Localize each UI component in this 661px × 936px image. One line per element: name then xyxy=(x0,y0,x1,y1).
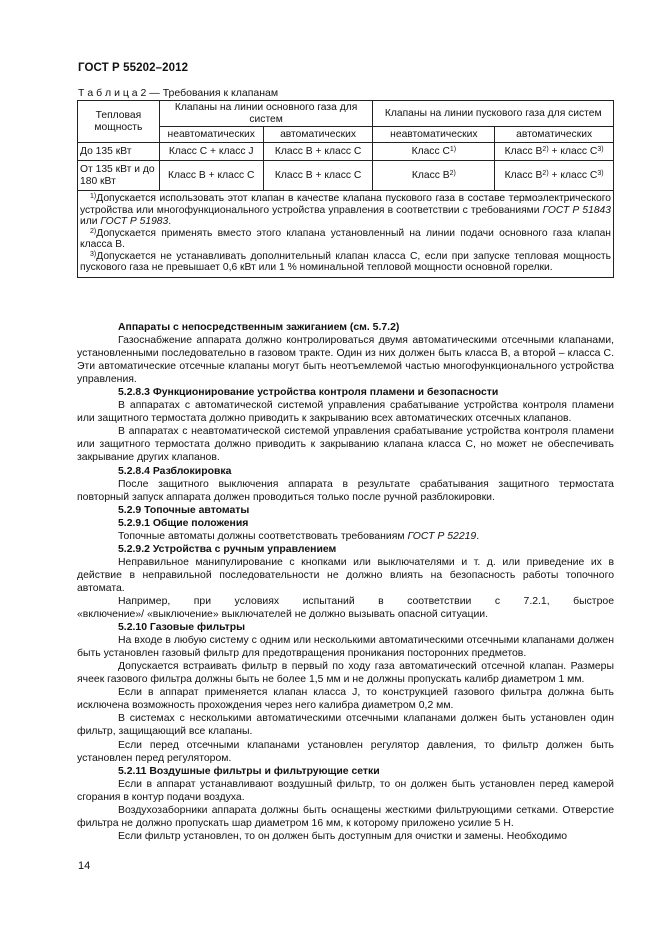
subheader-start-auto: автоматических xyxy=(495,127,614,143)
paragraph: Если фильтр установлен, то он должен быть доступным для очистки и замены. Необходимо xyxy=(118,830,568,842)
section-heading: 5.2.8.3 Функционирование устройства контроля пламени и безопасности xyxy=(118,387,499,399)
paragraph: В аппаратах с автоматической системой управления срабатывание устройства контроля пламени или защитного термостата должно приводить к закрыванию всех автоматических отсечных клапанов. xyxy=(77,400,614,425)
section-heading: 5.2.8.4 Разблокировка xyxy=(118,465,232,477)
section-heading: 5.2.9 Топочные автоматы xyxy=(118,504,250,516)
cell-main-nonauto: Класс C + класс J xyxy=(159,143,263,161)
table-caption: Т а б л и ц а 2 — Требования к клапанам xyxy=(78,87,279,99)
paragraph: Если в аппарат применяется клапан класса J, то конструкцией газового фильтра должна быть исключена возможность прохождения через него калибра диаметром 0,2 мм. xyxy=(77,687,614,712)
paragraph: В аппаратах с неавтоматической системой управления срабатывание устройства контроля пламени или защитного термостата должно приводить к закрыванию клапана класса C, но может не обеспечивать закрывание других клапанов. xyxy=(77,426,614,464)
paragraph: Если перед отсечными клапанами установлен регулятор давления, то фильтр должен быть установлен перед регулятором. xyxy=(77,739,614,764)
section-heading: 5.2.9.1 Общие положения xyxy=(118,517,249,529)
section-heading: 5.2.11 Воздушные фильтры и фильтрующие сетки xyxy=(118,765,380,777)
header-power: Тепловая мощность xyxy=(78,101,160,143)
section-heading: 5.2.9.2 Устройства с ручным управлением xyxy=(118,543,337,555)
table-notes-row xyxy=(78,191,614,278)
footnote-3: $^{3)}$Допускается не устанавливать дополнительный клапан класса C, если при запуске тепловая мощность пускового газа не превышает 0,6 кВт или 1 % номинальной тепловой мощности основной горелки. xyxy=(80,250,611,273)
footnote-1: $^{1)}$Допускается использовать этот клапан в качестве клапана пускового газа в составе термоэлектрического устройства или многофункционального устройства управления в соответствии с требованиями ГОСТ Р 51843 или ГОСТ Р 51983. xyxy=(80,193,611,227)
cell-power: От 135 кВт и до 180 кВт xyxy=(78,161,160,191)
paragraph: «включение»/ «выключение» выключателей не должно вызывать опасной ситуации. xyxy=(77,609,489,621)
header-main-gas: Клапаны на линии основного газа для систем xyxy=(159,101,373,127)
subheader-start-nonauto: неавтоматических xyxy=(373,127,495,143)
cell-main-auto: Класс B + класс C xyxy=(263,161,373,191)
page-number: 14 xyxy=(78,860,91,872)
valve-requirements-table xyxy=(77,100,614,278)
paragraph: Топочные автоматы должны соответствовать требованиям ГОСТ Р 52219. xyxy=(118,530,480,542)
footnote-2: $^{2)}$Допускается применять вместо этого клапана установленный на линии подачи основного газа клапан класса B. xyxy=(80,227,611,250)
paragraph: На входе в любую систему с одним или несколькими автоматическими отсечными клапанами должен быть установлен газовый фильтр для предотвращения проникания посторонних предметов. xyxy=(77,635,614,660)
paragraph: В системах с несколькими автоматическими отсечными клапанами должен быть установлен один фильтр, защищающий все клапаны. xyxy=(77,713,614,738)
paragraph: Например, при условиях испытаний в соответствии с 7.2.1, быстрое xyxy=(118,595,614,607)
document-header: ГОСТ Р 55202–2012 xyxy=(78,62,189,74)
paragraph: Допускается встраивать фильтр в первый по ходу газа автоматический отсечной клапан. Размеры ячеек газового фильтра должны быть не более 1,5 мм и не должны пропускать калибр диаметром 1 мм. xyxy=(77,661,614,686)
table-header-row xyxy=(78,101,614,127)
cell-main-nonauto: Класс B + класс C xyxy=(159,161,263,191)
subheader-main-nonauto: неавтоматических xyxy=(159,127,263,143)
document-body xyxy=(77,321,614,843)
cell-start-nonauto: Класс $B^{2)}$ xyxy=(373,161,495,191)
cell-main-auto: Класс B + класс C xyxy=(263,143,373,161)
table-footnotes xyxy=(78,191,614,278)
subheader-main-auto: автоматических xyxy=(263,127,373,143)
standard-reference: ГОСТ Р 52219 xyxy=(407,530,477,542)
cell-start-auto: Класс $B^{2)}$ + класс $C^{3)}$ xyxy=(495,161,614,191)
paragraph: После защитного выключения аппарата в результате срабатывания защитного термостата повторный запуск аппарата должен проводиться только после ручной разблокировки. xyxy=(77,478,614,503)
table-row xyxy=(78,143,614,161)
table-row xyxy=(78,161,614,191)
section-heading: 5.2.10 Газовые фильтры xyxy=(118,622,246,634)
header-start-gas: Клапаны на линии пускового газа для систем xyxy=(373,101,614,127)
cell-start-auto: Класс $B^{2)}$ + класс $C^{3)}$ xyxy=(495,143,614,161)
cell-power: До 135 кВт xyxy=(78,143,160,161)
section-heading: Аппараты с непосредственным зажиганием (см. 5.7.2) xyxy=(118,322,400,333)
paragraph: Неправильное манипулирование с кнопками или выключателями и т. д. или приведение их в действие в неправильной последовательности не должно влиять на безопасность работы топочного автомата. xyxy=(77,556,614,594)
paragraph: Газоснабжение аппарата должно контролироваться двумя автоматическими отсечными клапанами, установленными последовательно в газовом тракте. Один из них должен быть класса B, а второй – класса C. Эти автоматические отсечные клапаны могут быть неотъемлемой частью многофункционального устройства управления. xyxy=(77,335,614,386)
paragraph: Если в аппарат устанавливают воздушный фильтр, то он должен быть установлен перед камерой сгорания в контур подачи воздуха. xyxy=(77,778,614,803)
cell-start-nonauto: Класс $C^{1)}$ xyxy=(373,143,495,161)
paragraph: Воздухозаборники аппарата должны быть оснащены жесткими фильтрующими сетками. Отверстие фильтра не должно пропускать шар диаметром 16 мм, к которому приложено усилие 5 Н. xyxy=(77,804,614,829)
